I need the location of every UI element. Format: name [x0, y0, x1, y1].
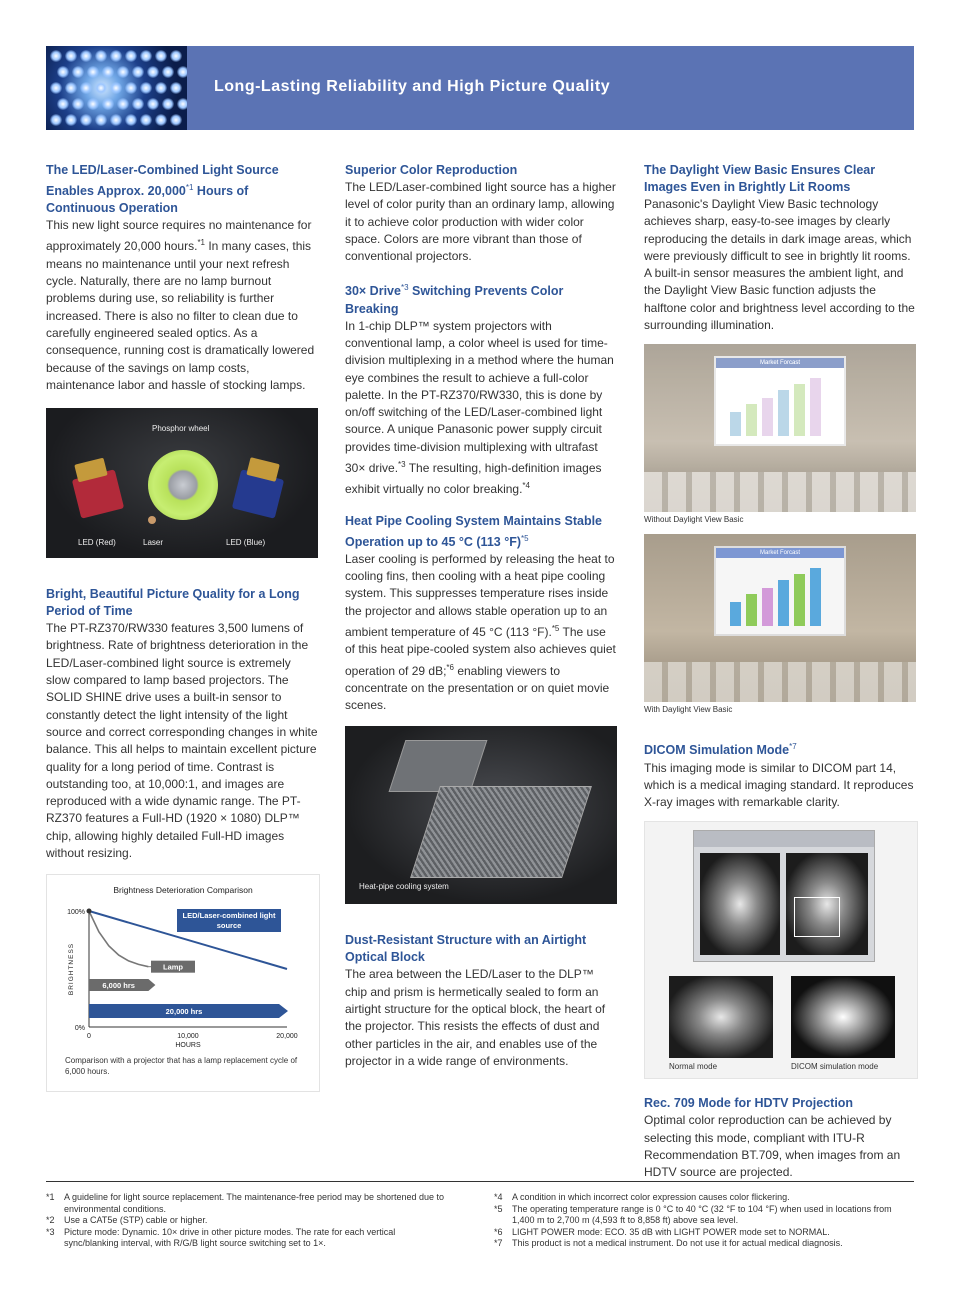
x-tick-label: 20,000: [276, 1033, 298, 1041]
footnote-text: This product is not a medical instrument. Do not use it for actual medical diagnosis.: [512, 1238, 843, 1249]
window-toolbar: [694, 831, 874, 847]
series-start-point: [87, 909, 92, 914]
led-dot: [65, 82, 77, 94]
led-dot: [177, 66, 187, 78]
screen-bar: [746, 594, 757, 626]
footnote-text: LIGHT POWER mode: ECO. 35 dB with LIGHT POWER mode set to NORMAL.: [512, 1226, 830, 1237]
laser-diode: [148, 516, 156, 524]
footnote-text: Picture mode: Dynamic. 10× drive in other picture modes. The rate for each vertical sync/blanking interval, with R/G/B light source switching set to 1×.: [64, 1226, 396, 1249]
projected-screen: [714, 356, 846, 446]
led-dot: [170, 50, 182, 62]
led-dot: [95, 82, 107, 94]
footnote-text: Use a CAT5e (STP) cable or higher.: [64, 1215, 208, 1226]
led-dot: [132, 66, 144, 78]
phosphor-wheel: [148, 450, 218, 520]
led-dot: [110, 50, 122, 62]
screen-bar: [810, 378, 821, 436]
led-dot: [95, 50, 107, 62]
photo-label-laser: Laser: [143, 538, 164, 548]
section-30x-drive: [345, 279, 617, 498]
led-dot: [155, 82, 167, 94]
led-dot: [110, 114, 122, 126]
xray-dicom-mode: [791, 976, 895, 1058]
section-dicom: [644, 738, 916, 811]
column-middle: [345, 162, 617, 1084]
brightness-chart: [46, 874, 320, 1092]
section-heading: 30× Drive$^{*3}$ Switching Prevents Color Breaking: [345, 283, 564, 316]
led-dot: [140, 82, 152, 94]
screen-bar: [778, 580, 789, 626]
led-dot: [87, 98, 99, 110]
x-axis-label: HOURS: [175, 1042, 201, 1050]
led-dot: [170, 114, 182, 126]
section-heading: The Daylight View Basic Ensures Clear Images Even in Brightly Lit Rooms: [644, 163, 876, 194]
section-heading: Superior Color Reproduction: [345, 163, 518, 177]
led-dot: [110, 82, 122, 94]
column-right: [644, 162, 916, 1196]
led-dot: [132, 98, 144, 110]
footnote-marker: *5: [494, 1203, 503, 1214]
legend-led-label: LED/Laser-combined light: [182, 911, 276, 921]
section-heading: Heat Pipe Cooling System Maintains Stable Operation up to 45 °C (113 °F)$^{*5}$: [345, 513, 603, 549]
footnote-marker: *4: [494, 1192, 503, 1202]
led-dot: [117, 66, 129, 78]
caption-without: Without Daylight View Basic: [644, 515, 744, 525]
section-body: The LED/Laser-combined light source has a higher level of color purity than an ordinary lamp, allowing it to achieve color production with wider color space. Colors are more vibrant than those of conventional projectors.: [345, 180, 616, 264]
led-dot: [50, 82, 62, 94]
screen-title: Market Forcast: [716, 548, 844, 558]
led-red-module: [72, 469, 124, 518]
led-dot: [50, 114, 62, 126]
dicom-comparison-image: [644, 821, 918, 1079]
section-heat-pipe: [345, 513, 617, 715]
footnote-marker: *3: [46, 1226, 55, 1237]
led-dot: [72, 98, 84, 110]
screen-title: Market Forcast: [716, 358, 844, 368]
footnote: [46, 1192, 446, 1215]
section-body: The PT-RZ370/RW330 features 3,500 lumens of brightness. Rate of brightness deterioration in the LED/Laser-combined light source is extremely slow compared to lamp based projectors. The SOLID SHINE drive uses a built-in sensor to constantly detect the light intensity of the light source and correct corresponding changes in white balance. This all helps to maintain excellent picture quality for a long period of time. Contrast is outstanding too, at 10,000:1, and images are reproduced with a wide dynamic range. The PT-RZ370 features a Full-HD (1920 × 1080) DLP™ chip, allowing highly detailed Full-HD images without resizing.: [46, 621, 318, 860]
photo-caption: Heat-pipe cooling system: [359, 882, 449, 892]
caption-normal-mode: Normal mode: [669, 1062, 718, 1072]
screen-bar: [746, 404, 757, 436]
footnote-text: A guideline for light source replacement. The maintenance-free period may be shortened due to environmental conditions.: [64, 1192, 445, 1214]
section-heading: Rec. 709 Mode for HDTV Projection: [644, 1096, 854, 1111]
led-dot: [80, 82, 92, 94]
section-body: The area between the LED/Laser to the DLP™ chip and prism is hermetically sealed to form an airtight structure for the optical block, the heart of the projector. This resists the effects of dust and other particles in the air, and enables use of the projector in a wide range of environments.: [345, 967, 606, 1068]
footnotes-right: [494, 1192, 914, 1250]
section-picture-quality: [46, 586, 318, 862]
legend-led-label: source: [216, 921, 242, 931]
led-dot: [155, 50, 167, 62]
section-rec709: [644, 1095, 916, 1181]
footnote: [494, 1204, 914, 1227]
led-dot: [102, 66, 114, 78]
zoom-region: [794, 897, 840, 937]
screen-bar: [794, 384, 805, 436]
led-dot: [57, 66, 69, 78]
xray-normal-mode: [669, 976, 773, 1058]
phosphor-wheel-photo: [46, 408, 318, 558]
screen-bar: [730, 602, 741, 626]
section-body: Optimal color reproduction can be achieved by selecting this mode, compliant with ITU-R Recommendation BT.709, when images from an HDTV source are projected.: [644, 1113, 901, 1180]
led-dot: [147, 66, 159, 78]
photo-label-phosphor: Phosphor wheel: [152, 424, 210, 434]
y-tick-label: 0%: [74, 1025, 85, 1033]
section-heading: Bright, Beautiful Picture Quality for a Long Period of Time: [46, 587, 300, 619]
led-dot: [102, 98, 114, 110]
led-dot: [170, 82, 182, 94]
laser-block: [389, 740, 488, 792]
header-banner: [46, 46, 914, 130]
section-body: Laser cooling is performed by releasing the heat to cooling fins, then cooling with a heat pipe cooling system. This suppresses temperature rises inside the projector and allows stable operation up to an ambient temperature of 45 °C (113 °F).$^{*5}$ The use of this heat pipe-cooled system also achieves quiet operation of 29 dB;$^{*6}$ enabling viewers to concentrate on the presentation or on quiet movie scenes.: [345, 551, 616, 713]
led-dot: [140, 50, 152, 62]
led-dot: [65, 50, 77, 62]
x-tick-label: 10,000: [177, 1033, 199, 1041]
led-dot: [87, 66, 99, 78]
photo-label-led-red: LED (Red): [78, 538, 116, 548]
room-photo-without: [644, 344, 916, 512]
footnote: [494, 1227, 914, 1239]
screen-bar: [810, 568, 821, 626]
annotation-label: 6,000 hrs: [102, 981, 135, 991]
chairs: [644, 472, 916, 512]
footnote-text: The operating temperature range is 0 °C to 40 °C (32 °F to 104 °F) when used in locations from 1,400 m to 2,700 m (4,593 ft to 8,858 ft) above sea level.: [512, 1203, 892, 1226]
caption-with: With Daylight View Basic: [644, 705, 733, 715]
screen-bar: [762, 398, 773, 436]
legend-lamp-label: Lamp: [162, 962, 184, 972]
footnote-marker: *6: [494, 1226, 503, 1237]
footnote: [46, 1227, 446, 1250]
led-dot: [80, 114, 92, 126]
heat-pipe-photo: [345, 726, 617, 904]
led-blue-module: [232, 469, 284, 518]
room-photo-with: [644, 534, 916, 702]
footnote-marker: *2: [46, 1215, 55, 1226]
section-body: This new light source requires no maintenance for approximately 20,000 hours.$^{*1}$ In many cases, this means no maintenance until your next refresh cycle. Naturally, there are no lamp burnout problems during use, so reliability is further increased. There is also no filter to clean due to carefully engineered sealed optics. As a consequence, running cost is dramatically lowered because of the savings on lamp costs, maintenance labor and hassle of stocking lamps.: [46, 218, 315, 392]
y-tick-label: 100%: [67, 909, 85, 917]
caption-dicom-mode: DICOM simulation mode: [791, 1062, 879, 1072]
section-color-reproduction: [345, 162, 617, 265]
chart-svg: [47, 875, 319, 1053]
section-body: This imaging mode is similar to DICOM part 14, which is a medical imaging standard. It reproduces X-ray images with remarkable clarity.: [644, 760, 914, 810]
section-body: Panasonic's Daylight View Basic technology achieves sharp, easy-to-see images by clearly reproducing the details in dark image areas, which were previously difficult to see in brightly lit rooms. A built-in sensor measures the ambient light, and the Daylight View Basic function adjusts the halftone color and brightness level according to the surrounding illumination.: [644, 197, 915, 333]
led-dot: [125, 50, 137, 62]
section-heading: DICOM Simulation Mode$^{*7}$: [644, 742, 797, 758]
led-dot: [162, 98, 174, 110]
led-dot: [155, 114, 167, 126]
section-daylight-view: [644, 162, 916, 334]
footnote: [46, 1215, 446, 1227]
screen-bar: [730, 412, 741, 436]
led-dot: [57, 98, 69, 110]
footnote: [494, 1238, 914, 1250]
chairs: [644, 662, 916, 702]
footnote: [494, 1192, 914, 1204]
annotation-label: 20,000 hrs: [165, 1007, 203, 1017]
led-dot: [147, 98, 159, 110]
footnote-text: A condition in which incorrect color expression causes color flickering.: [512, 1192, 790, 1202]
section-heading: Dust-Resistant Structure with an Airtight Optical Block: [345, 933, 587, 965]
section-dust-resistant: [345, 932, 617, 1070]
y-axis-label: BRIGHTNESS: [68, 943, 75, 996]
led-dot: [162, 66, 174, 78]
led-dot: [50, 50, 62, 62]
section-light-source: [46, 162, 318, 394]
dicom-software-window: [693, 830, 875, 962]
chart-caption: Comparison with a projector that has a lamp replacement cycle of 6,000 hours.: [65, 1056, 298, 1077]
footnotes-left: [46, 1192, 446, 1250]
screen-bar: [778, 390, 789, 436]
chart-title: Brightness Deterioration Comparison: [113, 885, 253, 896]
footnote-marker: *1: [46, 1192, 55, 1202]
led-dot: [80, 50, 92, 62]
page-title: Long-Lasting Reliability and High Picture Quality: [214, 78, 611, 95]
led-dot: [65, 114, 77, 126]
screen-bar: [762, 588, 773, 626]
led-dot: [117, 98, 129, 110]
section-heading: The LED/Laser-Combined Light Source Enables Approx. 20,000$^{*1}$ Hours of Continuous Operation: [46, 163, 279, 216]
xray-foot: [700, 853, 780, 955]
led-dot: [140, 114, 152, 126]
led-dot: [72, 66, 84, 78]
led-array-image: [46, 46, 187, 130]
x-tick-label: 0: [87, 1033, 91, 1041]
footnote-divider: [46, 1181, 914, 1182]
led-dot: [177, 98, 187, 110]
footnote-marker: *7: [494, 1238, 503, 1249]
led-dot: [95, 114, 107, 126]
cooling-fins: [410, 786, 592, 878]
photo-label-led-blue: LED (Blue): [226, 538, 266, 548]
projected-screen: [714, 546, 846, 636]
column-left: [46, 162, 318, 1092]
led-dot: [125, 82, 137, 94]
led-dot: [125, 114, 137, 126]
section-body: In 1-chip DLP™ system projectors with conventional lamp, a color wheel is used for time-division multiplexing in a method where the human eye combines the result to achieve a full-color palette. In the PT-RZ370/RW330, this is done by on/off switching of the LED/Laser-combined light source. A unique Panasonic power supply circuit provides time-division multiplexing with ultrafast 30× drive.$^{*3}$ The resulting, high-definition images exhibit virtually no color breaking.$^{*4}$: [345, 318, 614, 497]
screen-bar: [794, 574, 805, 626]
